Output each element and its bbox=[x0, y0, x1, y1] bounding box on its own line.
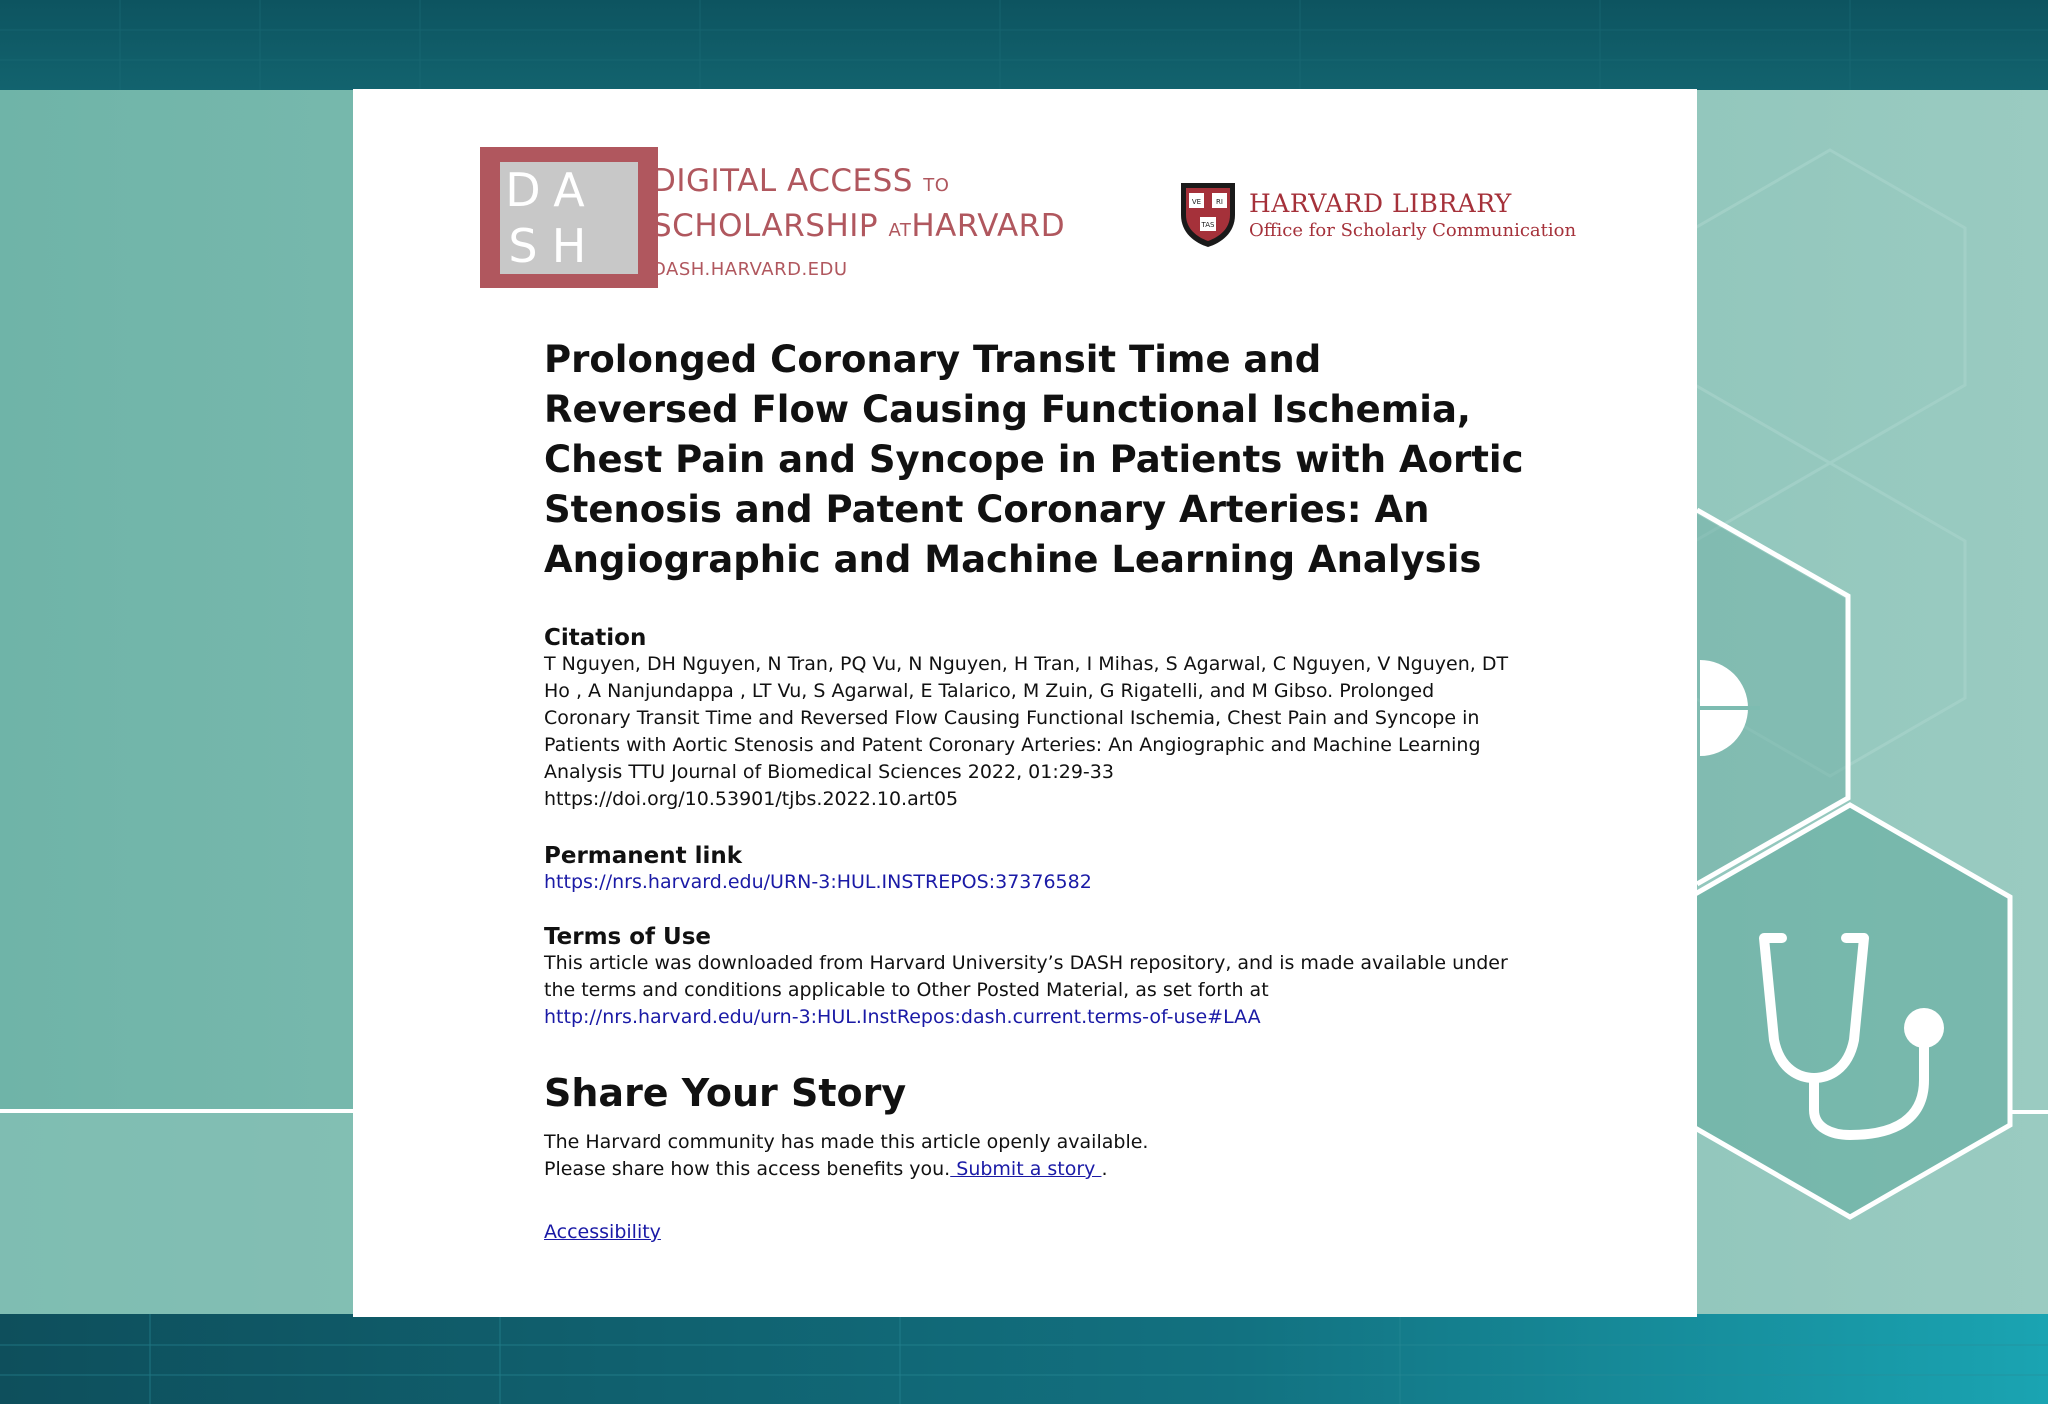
dash-wordmark-small: AT bbox=[888, 220, 912, 241]
dash-wordmark-line2 bbox=[652, 206, 1065, 251]
citation-text: T Nguyen, DH Nguyen, N Tran, PQ Vu, N Nguyen, H Tran, I Mihas, S Agarwal, C Nguyen, V Nguyen, DT Ho , A Nanjundappa , LT Vu, S Agarwal, E Talarico, M Zuin, G Rigatelli, and M Gibso. Prolonged Coronary Transit Time and Reversed Flow Causing Functional Ischemia, Chest Pain and Syncope in Patients with Aortic Stenosis and Patent Coronary Arteries: An Angiographic and Machine Learning Analysis TTU Journal of Biomedical Sciences 2022, 01:29-33 https://doi.org/10.53901/tjbs.2022.10.art05 bbox=[544, 653, 1509, 810]
dash-url: DASH.HARVARD.EDU bbox=[652, 259, 848, 280]
citation-section bbox=[544, 625, 1524, 813]
share-line1: The Harvard community has made this article openly available. bbox=[544, 1131, 1149, 1153]
dash-wordmark-text: HARVARD bbox=[911, 208, 1066, 244]
document-content bbox=[544, 335, 1524, 1246]
dash-letter: D bbox=[505, 162, 541, 217]
dash-logo-letters bbox=[500, 162, 638, 274]
permanent-link-section bbox=[544, 843, 1524, 896]
share-line2 bbox=[544, 1156, 1524, 1183]
terms-heading: Terms of Use bbox=[544, 924, 712, 950]
share-section bbox=[544, 1071, 1524, 1183]
submit-story-link[interactable]: Submit a story bbox=[950, 1158, 1102, 1180]
dash-logo[interactable] bbox=[480, 147, 658, 288]
permanent-link-heading: Permanent link bbox=[544, 843, 743, 869]
dash-letter: S bbox=[508, 218, 538, 273]
stethoscope-icon bbox=[1752, 930, 1952, 1140]
shield-text: TAS bbox=[1201, 221, 1215, 229]
terms-section bbox=[544, 924, 1524, 1031]
harvard-library-subtitle: Office for Scholarly Communication bbox=[1249, 220, 1577, 241]
harvard-library-title: HARVARD LIBRARY bbox=[1249, 189, 1512, 218]
document-page bbox=[353, 89, 1697, 1317]
dash-wordmark-text: SCHOLARSHIP bbox=[652, 208, 879, 244]
article-title: Prolonged Coronary Transit Time and Reversed Flow Causing Functional Ischemia, Chest Pain and Syncope in Patients with Aortic Stenosis and Patent Coronary Arteries: An Angiographic and Machine Learning Analysis bbox=[544, 338, 1524, 581]
accessibility-link[interactable]: Accessibility bbox=[544, 1221, 661, 1243]
citation-heading: Citation bbox=[544, 625, 647, 651]
accessibility-section bbox=[544, 1219, 1524, 1246]
dash-wordmark-line1 bbox=[652, 161, 1065, 206]
harvard-library-text bbox=[1249, 189, 1576, 241]
terms-text: This article was downloaded from Harvard University’s DASH repository, and is made available under the terms and conditions applicable to Other Posted Material, as set forth at bbox=[544, 952, 1508, 1001]
permanent-link[interactable]: https://nrs.harvard.edu/URN-3:HUL.INSTREPOS:37376582 bbox=[544, 871, 1092, 893]
dash-wordmark bbox=[652, 161, 1065, 280]
terms-link[interactable]: http://nrs.harvard.edu/urn-3:HUL.InstRepos:dash.current.terms-of-use#LAA bbox=[544, 1006, 1261, 1028]
dash-wordmark-small: TO bbox=[923, 175, 950, 196]
shield-text: VE bbox=[1191, 198, 1202, 206]
share-heading: Share Your Story bbox=[544, 1071, 907, 1115]
share-line2-text: Please share how this access benefits you. bbox=[544, 1158, 951, 1180]
dash-letter: H bbox=[551, 218, 587, 273]
dash-letter: A bbox=[553, 162, 585, 217]
harvard-library-logo[interactable] bbox=[1179, 181, 1576, 249]
share-period: . bbox=[1101, 1158, 1108, 1180]
terms-body bbox=[544, 950, 1524, 1031]
shield-text: RI bbox=[1216, 198, 1223, 206]
dash-wordmark-text: DIGITAL ACCESS bbox=[652, 163, 913, 199]
harvard-shield-icon bbox=[1179, 181, 1237, 249]
